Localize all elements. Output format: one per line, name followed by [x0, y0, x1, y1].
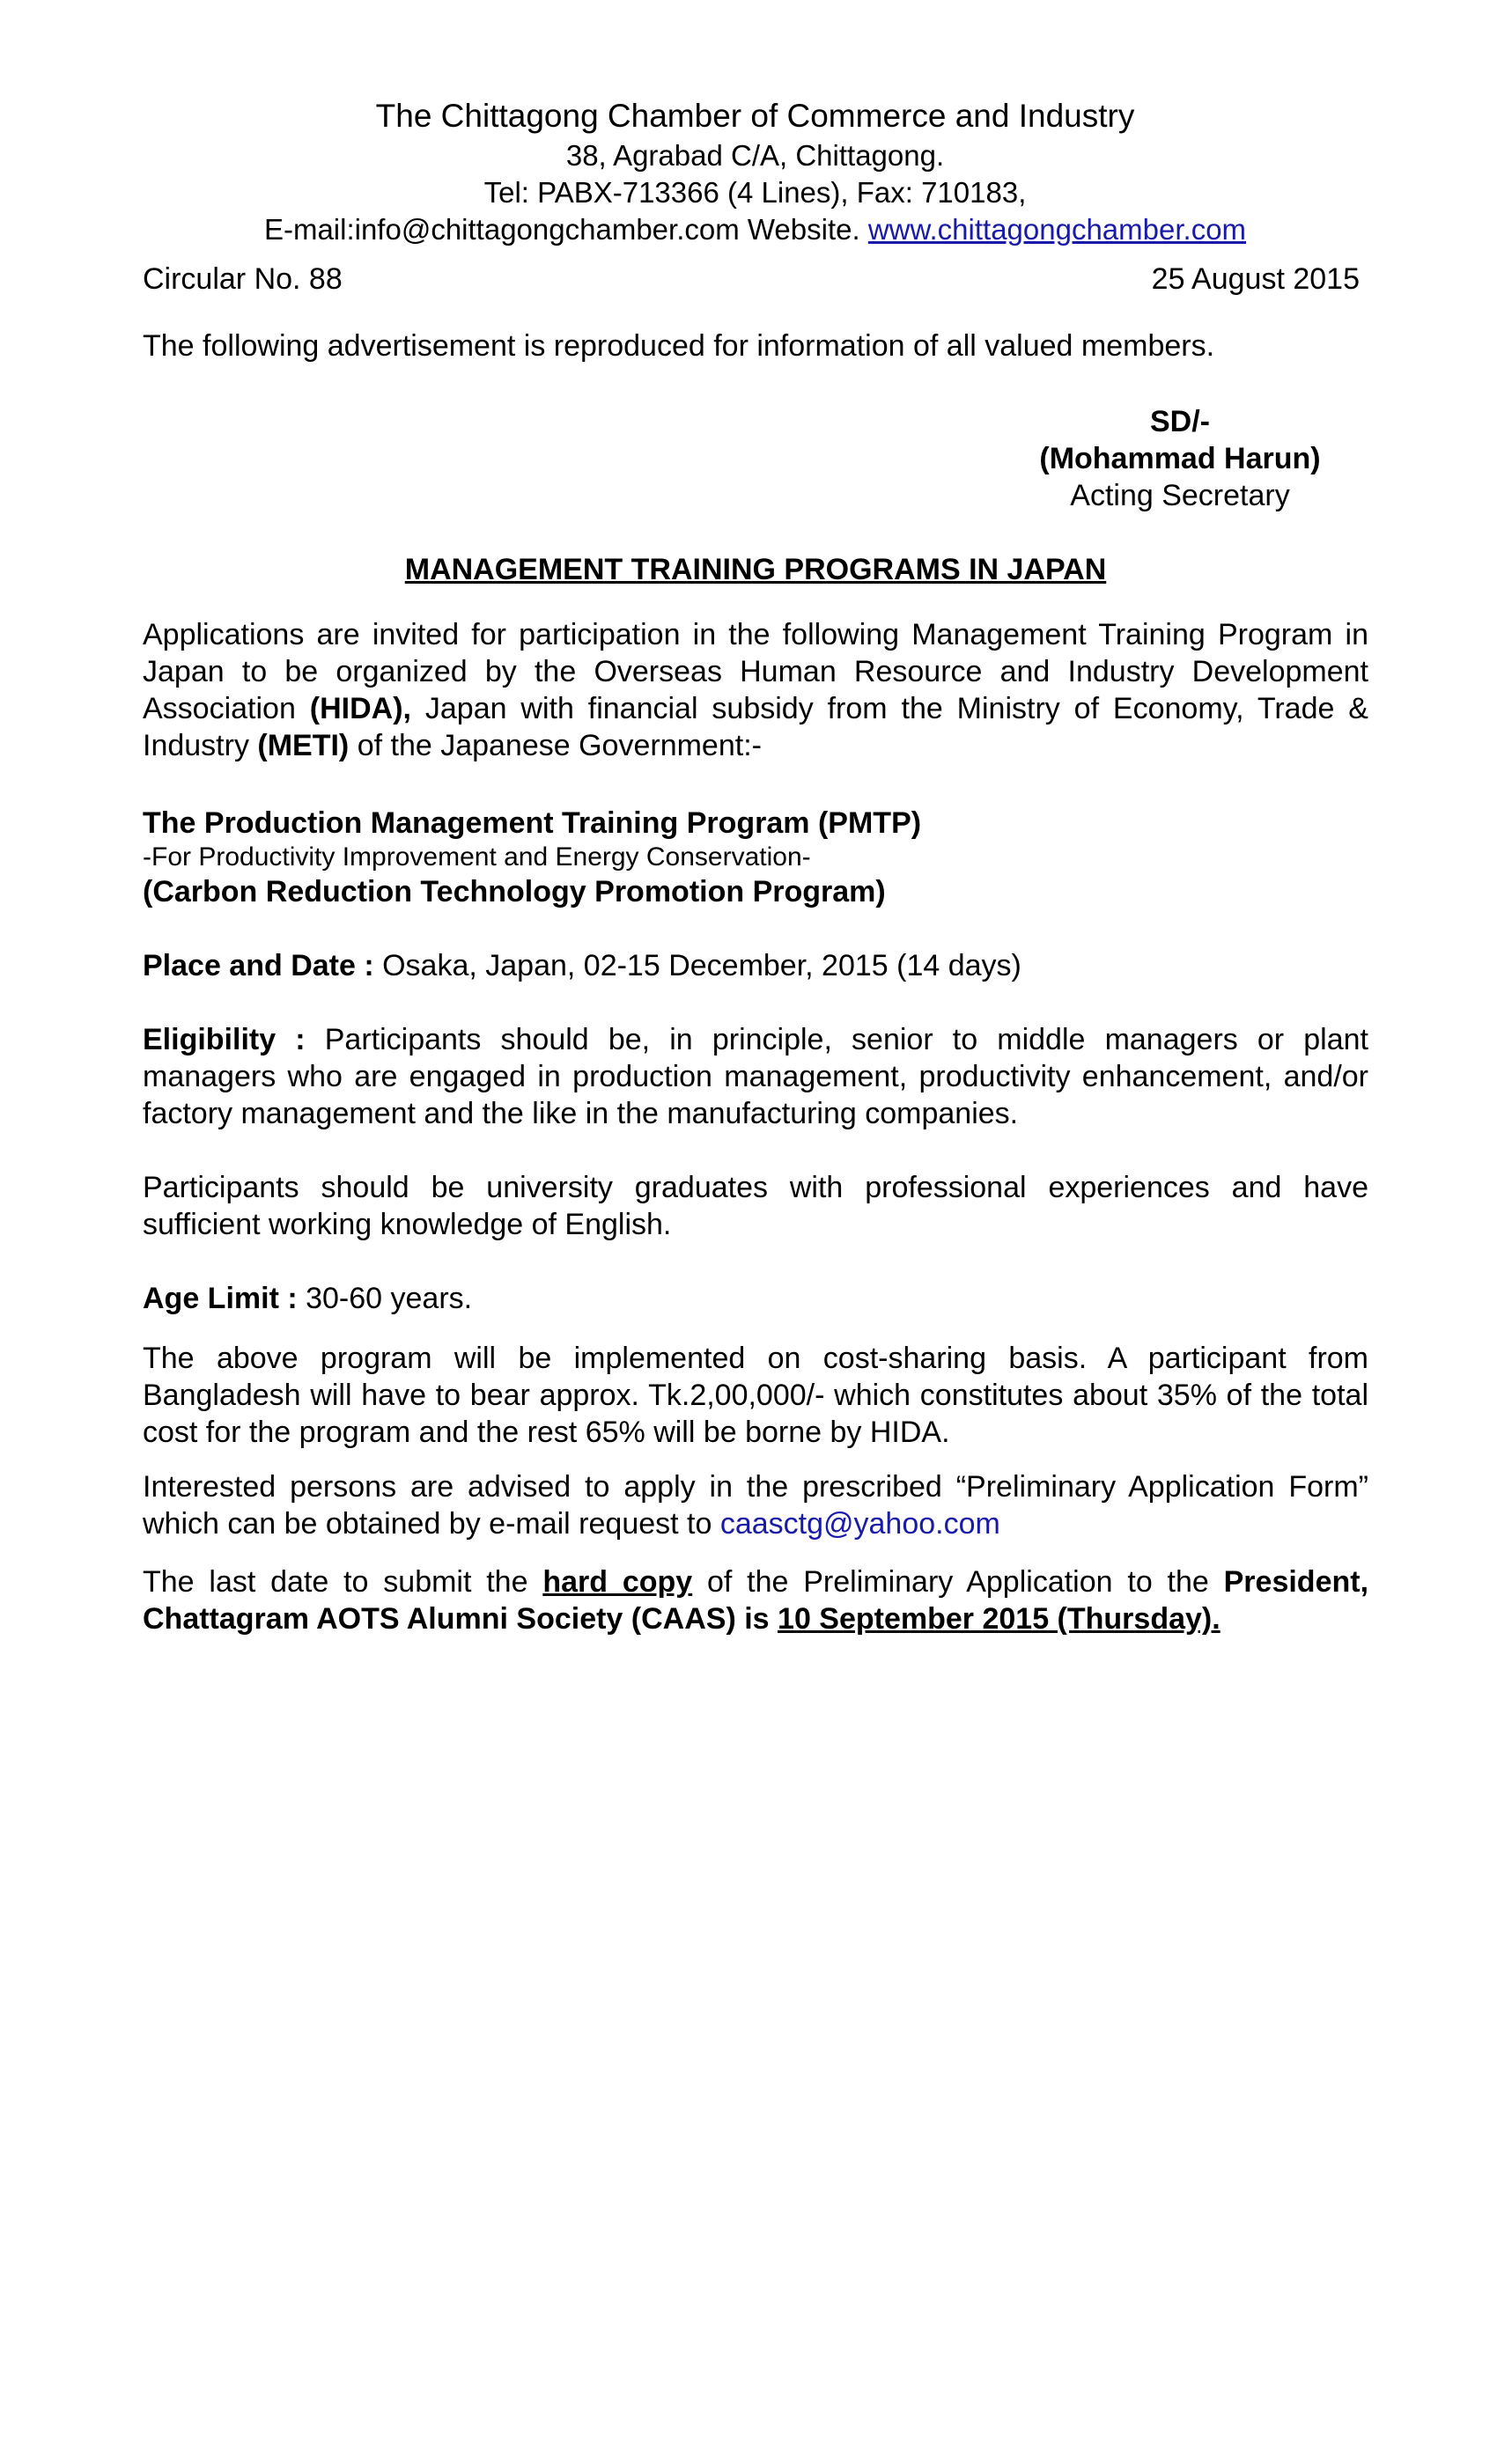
circular-header [143, 261, 1368, 298]
signatory-title: Acting Secretary [1070, 479, 1290, 512]
invitation-text-3: of the Japanese Government:- [349, 729, 762, 762]
place-date [143, 947, 1368, 984]
notice-heading: MANAGEMENT TRAINING PROGRAMS IN JAPAN [404, 553, 1107, 586]
deadline-text-2: of the Preliminary Application to the [692, 1565, 1224, 1599]
contact-email-link[interactable]: caasctg@yahoo.com [719, 1507, 1000, 1541]
place-date-value: Osaka, Japan, 02-15 December, 2015 (14 days) [373, 949, 1021, 982]
chamber-phone-fax: Tel: PABX-713366 (4 Lines), Fax: 710183, [483, 176, 1027, 209]
intro-text: The following advertisement is reproduced for information of all valued members. [143, 329, 1215, 363]
chamber-address: 38, Agrabad C/A, Chittagong. [565, 139, 945, 172]
program-title-2: (Carbon Reduction Technology Promotion Program) [143, 875, 886, 908]
circular-number: Circular No. 88 [143, 262, 343, 296]
website-link[interactable]: www.chittagongchamber.com [867, 213, 1247, 246]
hida-acronym: (HIDA), [309, 692, 411, 725]
age-limit-label: Age Limit : [143, 1282, 298, 1315]
hard-copy-emphasis: hard copy [542, 1565, 693, 1599]
eligibility-label: Eligibility : [143, 1023, 306, 1056]
chamber-email: E-mail:info@chittagongchamber.com Website. [263, 213, 868, 246]
program-subtitle: -For Productivity Improvement and Energy Conservation- [143, 842, 811, 872]
signature-sd: SD/- [1150, 405, 1210, 438]
apply-text: Interested persons are advised to apply in the prescribed “Preliminary Application Form” which can be obtained by e-mail request to [143, 1470, 1368, 1541]
meti-acronym: (METI) [257, 729, 350, 762]
deadline-text-1: The last date to submit the [143, 1565, 543, 1599]
cost-paragraph: The above program will be implemented on cost-sharing basis. A participant from Bangladesh will have to bear approx. Tk.2,00,000/- which constitutes about 35% of the total cost for the program and the rest 65% will be borne by HIDA. [143, 1342, 1368, 1449]
signature-block [1013, 403, 1347, 514]
circular-date: 25 August 2015 [1151, 262, 1360, 296]
invitation-text-2: Japan with financial subsidy from the Ministry of Economy, Trade & Industry [143, 692, 1368, 762]
program-title: The Production Management Training Program (PMTP) [143, 806, 922, 840]
age-limit [143, 1280, 1368, 1317]
place-date-label: Place and Date : [143, 949, 374, 982]
deadline-recipient: President, Chattagram AOTS Alumni Society (CAAS) is [143, 1565, 1369, 1636]
eligibility-paragraph [143, 1021, 1368, 1132]
deadline-date: 10 September 2015 (Thursday). [778, 1602, 1220, 1636]
letterhead [141, 95, 1369, 248]
signatory-name: (Mohammad Harun) [1039, 442, 1321, 475]
graduates-paragraph: Participants should be university graduates with professional experiences and have sufficient working knowledge of English. [143, 1171, 1368, 1241]
invitation-paragraph [143, 616, 1368, 764]
age-limit-value: 30-60 years. [297, 1282, 473, 1315]
apply-paragraph [143, 1468, 1368, 1542]
invitation-text-1: Applications are invited for participation in the following Management Training Program in Japan to be organized by the Overseas Human Resource and Industry Development Association [143, 618, 1368, 725]
chamber-contact [141, 211, 1369, 248]
chamber-name: The Chittagong Chamber of Commerce and Industry [375, 98, 1135, 134]
program-block [143, 805, 1368, 910]
deadline-paragraph [143, 1563, 1368, 1637]
eligibility-text: Participants should be, in principle, senior to middle managers or plant managers who are engaged in production management, productivity enhancement, and/or factory management and the like in the manufacturing companies. [143, 1023, 1368, 1130]
